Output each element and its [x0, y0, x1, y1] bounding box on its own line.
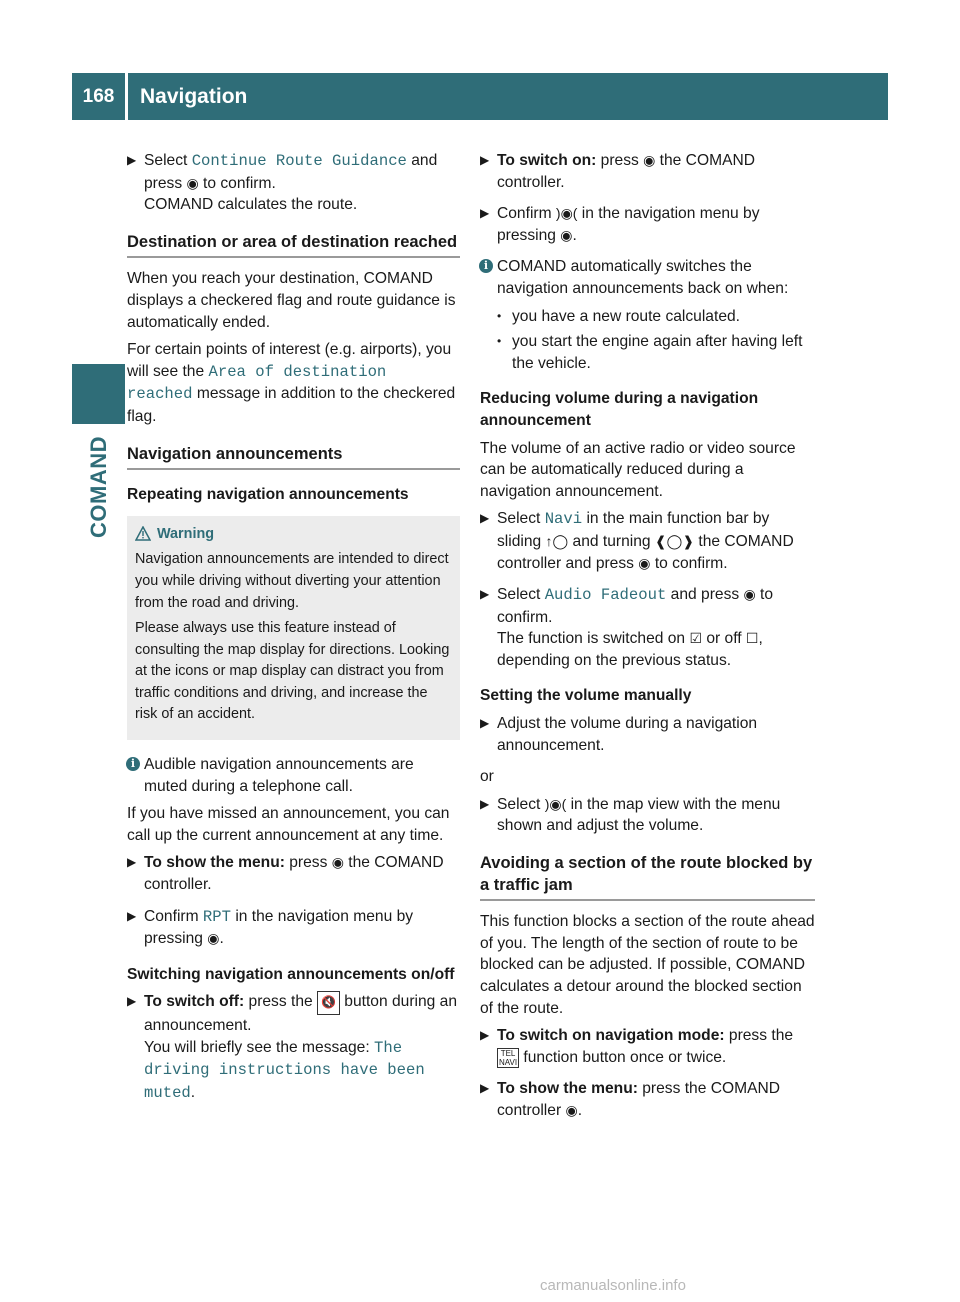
arrow-icon: ▶: [480, 716, 490, 731]
press-controller-icon: ◉: [331, 854, 344, 871]
heading-reducing-volume: Reducing volume during a navigation announcement: [480, 390, 759, 429]
turn-controller-icon: ❰◯❱: [654, 532, 695, 549]
arrow-icon: ▶: [480, 796, 490, 811]
press-controller-icon: ◉: [743, 586, 756, 603]
warning-text: Please always use this feature instead of consulting the map display for directions. Looking at the icons or map display can distract you from traffic conditions and driving, and increase the risk of an accident.: [135, 620, 450, 723]
arrow-icon: ▶: [127, 994, 137, 1009]
press-controller-icon: ◉: [560, 226, 573, 243]
warning-icon: [135, 526, 151, 541]
mute-button-icon: 🔇: [317, 991, 340, 1015]
checkbox-checked-icon: ☑: [689, 630, 702, 647]
paragraph: The volume of an active radio or video source can be automatically reduced during a navigation announcement.: [480, 439, 796, 500]
heading-repeating-announcements: Repeating navigation announcements: [127, 486, 409, 504]
arrow-icon: ▶: [480, 153, 490, 167]
checkbox-empty-icon: ☐: [745, 630, 759, 647]
info-icon: i: [126, 757, 140, 771]
heading-volume-manually: Setting the volume manually: [480, 687, 692, 705]
heading-destination-reached: Destination or area of destination reached: [127, 232, 460, 259]
page-number: 168: [72, 73, 125, 120]
voice-announcement-icon: )◉(: [555, 205, 578, 222]
step-continue-guidance: ▶ Select Continue Route Guidance and press ◉ to confirm. COMAND calculates the route.: [127, 152, 438, 214]
step-audio-fadeout: ▶ Select Audio Fadeout and press ◉ to confirm. The function is switched on ☑ or off ☐, depending on the previous status.: [480, 586, 774, 669]
step-adjust-volume: ▶ Adjust the volume during a navigation announcement.: [480, 715, 758, 754]
step-switch-on: ▶ To switch on: press ◉ the COMAND controller.: [480, 152, 755, 191]
right-column: [480, 150, 815, 1132]
press-controller-icon: ◉: [207, 930, 220, 947]
step-select-navi: ▶ Select Navi in the main function bar by sliding ↑◯ and turning ❰◯❱ the COMAND controller and press ◉ to confirm.: [480, 508, 815, 574]
slide-controller-icon: ↑◯: [545, 532, 569, 549]
arrow-icon: ▶: [127, 855, 137, 870]
chapter-marker: [72, 364, 125, 424]
heading-navigation-announcements: Navigation announcements: [127, 444, 460, 471]
press-controller-icon: ◉: [638, 554, 651, 571]
heading-avoiding-section: Avoiding a section of the route blocked by a traffic jam: [480, 853, 815, 901]
warning-box: [127, 516, 460, 740]
step-show-menu: ▶ To show the menu: press ◉ the COMAND controller.: [127, 854, 444, 894]
warning-text: Navigation announcements are intended to direct you while driving without diverting your attention from the road and driving.: [135, 551, 449, 611]
tel-navi-button-icon: TEL NAVI: [499, 1048, 518, 1067]
watermark: carmanualsonline.info: [540, 1277, 686, 1294]
step-confirm-rpt: ▶ Confirm RPT in the navigation menu by pressing ◉.: [127, 906, 460, 950]
step-confirm-voice: ▶ Confirm )◉( in the navigation menu by pressing ◉.: [480, 203, 815, 246]
step-switch-off: ▶ To switch off: press the 🔇 button during an announcement. You will briefly see the message: The driving instructions have been muted.: [127, 993, 457, 1102]
press-controller-icon: ◉: [565, 1101, 578, 1118]
voice-announcement-icon: )◉(: [544, 795, 567, 812]
paragraph: This function blocks a section of the route ahead of you. The length of the section of route to be blocked can be adjusted. If possible, COMAND calculates a detour around the blocked section of the route.: [480, 913, 815, 1017]
chapter-label: COMAND: [85, 436, 111, 538]
step-map-view: ▶ Select )◉( in the map view with the menu shown and adjust the volume.: [480, 795, 781, 835]
press-controller-icon: ◉: [186, 174, 199, 191]
arrow-icon: ▶: [127, 153, 137, 167]
arrow-icon: ▶: [127, 908, 137, 923]
left-column: [127, 150, 460, 1114]
bullet-item: • you start the engine again after having left the vehicle.: [497, 333, 803, 372]
arrow-icon: ▶: [480, 587, 490, 602]
arrow-icon: ▶: [480, 1028, 490, 1043]
arrow-icon: ▶: [480, 206, 490, 221]
info-icon: i: [479, 259, 493, 273]
info-note: i Audible navigation announcements are muted during a telephone call.: [127, 754, 460, 797]
step-navigation-mode: ▶ To switch on navigation mode: press the TEL NAVI function button once or twice.: [480, 1027, 794, 1067]
press-controller-icon: ◉: [643, 152, 656, 168]
info-note: i COMAND automatically switches the navigation announcements back on when:: [480, 256, 815, 299]
paragraph: For certain points of interest (e.g. airports), you will see the Area of destination reached message in addition to the checkered flag.: [127, 341, 456, 425]
paragraph: When you reach your destination, COMAND displays a checkered flag and route guidance is automatically ended.: [127, 270, 456, 331]
step-show-menu-right: ▶ To show the menu: press the COMAND controller ◉.: [480, 1078, 815, 1121]
section-title: Navigation: [128, 73, 888, 120]
warning-title: Warning: [157, 525, 215, 542]
arrow-icon: ▶: [480, 511, 490, 526]
arrow-icon: ▶: [480, 1081, 490, 1096]
heading-switching-announcements: Switching navigation announcements on/off: [127, 965, 455, 983]
bullet-item: • you have a new route calculated.: [497, 307, 740, 325]
paragraph: If you have missed an announcement, you can call up the current announcement at any time.: [127, 805, 450, 844]
paragraph: or: [480, 768, 494, 786]
